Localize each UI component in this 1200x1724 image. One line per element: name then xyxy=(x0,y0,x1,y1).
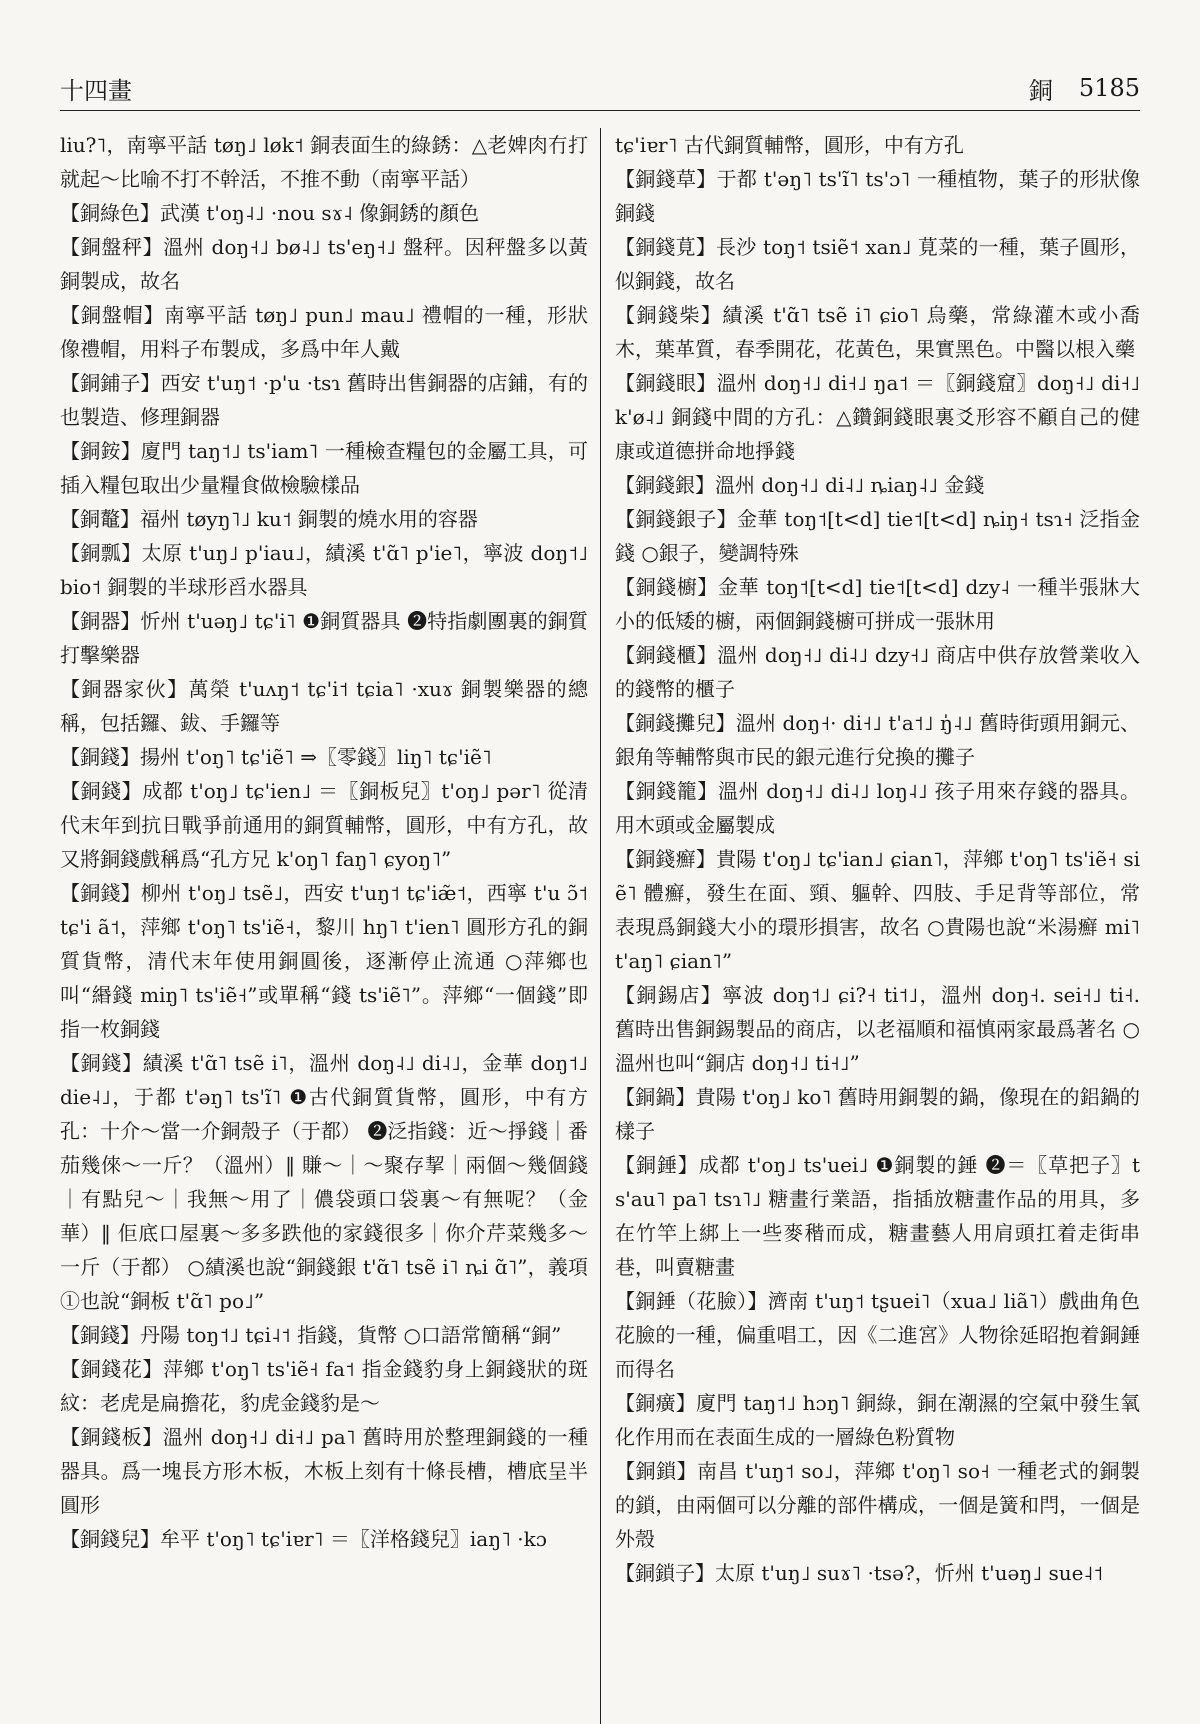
dictionary-entry xyxy=(60,876,588,1046)
entry-body: 廈門 taŋ˦˩ ts'iam˥ 一種檢查糧包的金屬工具，可插入糧包取出少量糧食做檢驗樣品 xyxy=(60,439,588,497)
entry-headword: 【銅錢】 xyxy=(60,1051,143,1075)
dictionary-entry xyxy=(60,502,588,536)
entry-body: 武漢 t'oŋ˨˩ ·nou sɤ˨ 像銅銹的顏色 xyxy=(160,201,480,225)
dictionary-entry xyxy=(60,1522,588,1556)
entry-body: 貴陽 t'oŋ˩ tɕ'ian˩ ɕian˥，萍鄉 t'oŋ˥ ts'iẽ˧ siẽ˥ 體癬，發生在面、頸、軀幹、四肢、手足背等部位，常表現爲銅錢大小的環形損害，故名 ○貴陽也說“米湯癬 mi˥ t'aŋ˥ ɕian˥” xyxy=(615,847,1141,973)
dictionary-entry xyxy=(60,536,588,604)
entry-headword: 【銅鋪子】 xyxy=(60,371,161,395)
entry-headword: 【銅器家伙】 xyxy=(60,677,189,701)
entry-headword: 【銅錢攤兒】 xyxy=(615,711,736,735)
entry-headword: 【銅盤秤】 xyxy=(60,235,164,259)
entry-body: 成都 t'oŋ˩ tɕ'ien˩ ＝〖銅板兒〗t'oŋ˩ pər˥ 從清代末年到抗日戰爭前通用的銅質輔幣，圓形，中有方孔，故又將銅錢戲稱爲“孔方兄 k'oŋ˥ faŋ˥ ɕyoŋ˥” xyxy=(60,779,589,871)
entry-body: 南寧平話 tøŋ˩ pun˩ mau˩ 禮帽的一種，形狀像禮帽，用料子布製成，多爲中年人戴 xyxy=(60,303,588,361)
entry-body: 成都 t'oŋ˩ ts'uei˩ ❶銅製的錘 ❷＝〖草把子〗ts'au˥ pa˥ tsɿ˥˩ 糖畫行業語，指插放糖畫作品的用具，多在竹竿上綁上一些麥稭而成，糖畫藝人用肩頭扛着走街串巷，叫賣糖畫 xyxy=(615,1153,1140,1279)
dictionary-entry xyxy=(615,1284,1140,1386)
entry-headword: 【銅鎖子】 xyxy=(615,1561,715,1585)
entry-headword: 【銅錢板】 xyxy=(60,1425,163,1449)
entry-body: 太原 t'uŋ˩ suɤ˥ ·tsə?，忻州 t'uəŋ˩ sue˨˦ xyxy=(715,1561,1104,1585)
entry-body: 績溪 t'ɑ̃˥ tsẽ i˥，溫州 doŋ˨˩ di˨˩，金華 doŋ˦˩ die˨˩，于都 t'əŋ˥ ts'ĩ˥ ❶古代銅質貨幣，圓形，中有方孔：十介～當一介銅殼子（于都） ❷泛指錢：近～掙錢｜番茄幾倈～一斤？（溫州）‖ 賺～｜～聚存挈｜兩個～幾個錢｜有點兒～｜我無～用了｜儂袋頭口袋裏～有無呢？（金華）‖ 佢底口屋裏～多多跌他的家錢很多｜你介芹菜幾多～一斤（于都） ○績溪也說“銅錢銀 t'ɑ̃˥ tsẽ i˥ ȵi ɑ̃˥”，義項①也說“銅板 t'ɑ̃˥ po˩” xyxy=(60,1051,588,1313)
entry-headword: 【銅錢癬】 xyxy=(615,847,717,871)
entry-body: 福州 tøyŋ˥˩ ku˦ 銅製的燒水用的容器 xyxy=(140,507,478,531)
dictionary-entry xyxy=(60,1318,588,1352)
entry-headword: 【銅錢草】 xyxy=(615,167,717,191)
entry-headword: 【銅錢櫃】 xyxy=(615,643,718,667)
entry-body: 廈門 taŋ˦˩ hɔŋ˥ 銅綠，銅在潮濕的空氣中發生氧化作用而在表面生成的一層綠色粉質物 xyxy=(615,1391,1140,1449)
dictionary-entry xyxy=(615,638,1140,706)
page-header xyxy=(60,70,1140,106)
dictionary-entry xyxy=(615,1454,1140,1556)
dictionary-entry xyxy=(615,1080,1140,1148)
entry-body: tɕ'iɐr˥ 古代銅質輔幣，圓形，中有方孔 xyxy=(615,133,964,157)
entry-headword: 【銅錢兒】 xyxy=(60,1527,160,1551)
entry-headword: 【銅錢銀】 xyxy=(615,473,715,497)
entry-body: 溫州 doŋ˧· di˧˩ t'a˦˩ ŋ̍˨˩ 舊時街頭用銅元、銀角等輔幣與市民的銀元進行兌換的攤子 xyxy=(615,711,1140,769)
entry-body: liu?˥，南寧平話 tøŋ˩ løk˦ 銅表面生的綠銹：△老婢肉冇打就起～比喻不打不幹活，不推不動（南寧平話） xyxy=(60,133,588,191)
entry-headword: 【銅癀】 xyxy=(615,1391,697,1415)
entry-headword: 【銅鼇】 xyxy=(60,507,140,531)
dictionary-entry xyxy=(615,298,1140,366)
entry-body: 丹陽 toŋ˦˩ tɕi˨˦ 指錢，貨幣 ○口語常簡稱“銅” xyxy=(140,1323,562,1347)
entry-body: 寧波 doŋ˦˩ ɕi?˧ ti˦˩，溫州 doŋ˧. sei˧˩ ti˧. 舊時出售銅錫製品的商店，以老福順和福慎兩家最爲著名 ○溫州也叫“銅店 doŋ˧˩ ti˧˩” xyxy=(615,983,1141,1075)
entry-headword: 【銅器】 xyxy=(60,609,141,633)
entry-headword: 【銅錢莧】 xyxy=(615,235,717,259)
dictionary-entry xyxy=(615,1148,1140,1284)
dictionary-entry xyxy=(60,774,588,876)
entry-body: 西安 t'uŋ˦ ·p'u ·tsɿ 舊時出售銅器的店鋪，有的也製造、修理銅器 xyxy=(60,371,589,429)
dictionary-entry xyxy=(60,740,588,774)
left-column xyxy=(60,128,600,1724)
guide-character: 銅 xyxy=(1028,76,1053,105)
entry-headword: 【銅錢櫥】 xyxy=(615,575,719,599)
entry-headword: 【銅盤帽】 xyxy=(60,303,165,327)
dictionary-entry xyxy=(60,366,588,434)
header-rule xyxy=(60,110,1140,111)
entry-headword: 【銅錢】 xyxy=(60,881,142,905)
entry-body: 貴陽 t'oŋ˩ ko˥ 舊時用銅製的鍋，像現在的鋁鍋的樣子 xyxy=(615,1085,1140,1143)
entry-body: 萬榮 t'uʌŋ˦ tɕ'i˦ tɕia˥ ·xuɤ 銅製樂器的總稱，包括鑼、鈸、手鑼等 xyxy=(60,677,588,735)
entry-body: 南昌 t'uŋ˦ so˩，萍鄉 t'oŋ˥ so˧ 一種老式的銅製的鎖，由兩個可以分離的部件構成，一個是簧和閂，一個是外殼 xyxy=(615,1459,1140,1551)
dictionary-entry xyxy=(60,298,588,366)
dictionary-entry xyxy=(615,978,1140,1080)
dictionary-entry xyxy=(60,1352,588,1420)
dictionary-entry xyxy=(615,366,1140,468)
dictionary-entry xyxy=(615,502,1140,570)
header-right xyxy=(1029,71,1140,106)
entry-headword: 【銅錢柴】 xyxy=(615,303,723,327)
dictionary-entry xyxy=(615,1386,1140,1454)
entry-headword: 【銅錫店】 xyxy=(615,983,723,1007)
entry-body: 長沙 toŋ˦ tsiẽ˦ xan˩ 莧菜的一種，葉子圓形，似銅錢，故名 xyxy=(615,235,1140,293)
dictionary-entry xyxy=(615,842,1140,978)
dictionary-entry xyxy=(615,468,1140,502)
entry-body: 溫州 doŋ˧˩ di˧˩ ŋa˦ ＝〖銅錢窟〗doŋ˧˩ di˧˩ k'ø˨˩ 銅錢中間的方孔：△鑽銅錢眼裏爻形容不顧自己的健康或道德拼命地掙錢 xyxy=(615,371,1140,463)
dictionary-entry xyxy=(615,774,1140,842)
right-column xyxy=(600,128,1140,1724)
entry-body: 揚州 t'oŋ˥ tɕ'iẽ˥ ⇒〖零錢〗liŋ˥ tɕ'iẽ˥ xyxy=(140,745,492,769)
entry-headword: 【銅錢花】 xyxy=(60,1357,164,1381)
entry-headword: 【銅錢銀子】 xyxy=(615,507,737,531)
entry-headword: 【銅鎖】 xyxy=(615,1459,698,1483)
page-number: 5185 xyxy=(1078,74,1140,102)
entry-headword: 【銅瓢】 xyxy=(60,541,142,565)
entry-headword: 【銅錢籠】 xyxy=(615,779,719,803)
entry-body: 溫州 doŋ˧˩ di˨˩ loŋ˨˩ 孩子用來存錢的器具。用木頭或金屬製成 xyxy=(615,779,1141,837)
entry-body: 萍鄉 t'oŋ˥ ts'iẽ˧ fa˦ 指金錢豹身上銅錢狀的斑紋：老虎是扁擔花，豹虎金錢豹是～ xyxy=(60,1357,588,1415)
entry-body: 太原 t'uŋ˩ p'iau˩，績溪 t'ɑ̃˥ p'ie˥，寧波 doŋ˦˩ bio˦ 銅製的半球形舀水器具 xyxy=(60,541,588,599)
entry-headword: 【銅綠色】 xyxy=(60,201,160,225)
entry-body: 溫州 doŋ˧˩ di˧˩ pa˥ 舊時用於整理銅錢的一種器具。爲一塊長方形木板，木板上刻有十條長槽，槽底呈半圓形 xyxy=(60,1425,588,1517)
dictionary-entry xyxy=(60,128,588,196)
dictionary-entry xyxy=(615,570,1140,638)
dictionary-entry xyxy=(615,230,1140,298)
entry-body: 溫州 doŋ˧˩ bø˨˩ ts'eŋ˧˩ 盤秤。因秤盤多以黃銅製成，故名 xyxy=(60,235,589,293)
dictionary-entry xyxy=(60,672,588,740)
entry-body: 于都 t'əŋ˥ ts'ĩ˥ ts'ɔ˥ 一種植物，葉子的形狀像銅錢 xyxy=(615,167,1141,225)
entry-body: 牟平 t'oŋ˥ tɕ'iɐr˥ ＝〖洋格錢兒〗iaŋ˥ ·kɔ xyxy=(160,1527,547,1551)
entry-headword: 【銅錢】 xyxy=(60,745,140,769)
entry-headword: 【銅錢】 xyxy=(60,779,143,803)
dictionary-entry xyxy=(60,434,588,502)
dictionary-entry xyxy=(60,196,588,230)
entry-body: 金華 toŋ˦[t<d] tie˦[t<d] dzy˨ 一種半張牀大小的低矮的櫥，兩個銅錢櫥可拼成一張牀用 xyxy=(615,575,1141,633)
entry-headword: 【銅錢】 xyxy=(60,1323,140,1347)
entry-headword: 【銅錢眼】 xyxy=(615,371,717,395)
entry-body: 溫州 doŋ˧˩ di˨˩ ȵiaŋ˨˩ 金錢 xyxy=(715,473,985,497)
entry-headword: 【銅錘（花臉）】 xyxy=(615,1289,768,1313)
dictionary-entry xyxy=(60,1046,588,1318)
section-label: 十四畫 xyxy=(60,76,132,105)
entry-headword: 【銅鍋】 xyxy=(615,1085,696,1109)
entry-body: 溫州 doŋ˧˩ di˨˩ dzy˧˩ 商店中供存放營業收入的錢幣的櫃子 xyxy=(615,643,1141,701)
dictionary-entry xyxy=(60,230,588,298)
dictionary-entry xyxy=(615,1556,1140,1590)
entry-body: 金華 toŋ˦[t<d] tie˦[t<d] ȵiŋ˧ tsɿ˧ 泛指金錢 ○銀子，變調特殊 xyxy=(615,507,1141,565)
dictionary-entry xyxy=(60,604,588,672)
entry-body: 忻州 t'uəŋ˩ tɕ'i˥ ❶銅質器具 ❷特指劇團裏的銅質打擊樂器 xyxy=(60,609,589,667)
entry-headword: 【銅錘】 xyxy=(615,1153,699,1177)
dictionary-entry xyxy=(615,706,1140,774)
entry-headword: 【銅銨】 xyxy=(60,439,142,463)
dictionary-entry xyxy=(615,128,1140,162)
entry-body: 柳州 t'oŋ˩ tsẽ˩，西安 t'uŋ˦ tɕ'iæ̃˦，西寧 t'u ɔ̃˦ tɕ'i ã˦，萍鄉 t'oŋ˥ ts'iẽ˧，黎川 hŋ˥ t'ien˥ 圓形方孔的銅質貨幣，清代末年使用銅圓後，逐漸停止流通 ○萍鄉也叫“緡錢 miŋ˥ ts'iẽ˧”或單稱“錢 ts'iẽ˥”。萍鄉“一個錢”即指一枚銅錢 xyxy=(60,881,589,1041)
entry-body: 濟南 t'uŋ˦ tʂuei˥（xua˩ liã˥）戲曲角色花臉的一種，偏重唱工，因《二進宮》人物徐延昭抱着銅錘而得名 xyxy=(615,1289,1140,1381)
dictionary-entry xyxy=(60,1420,588,1522)
entry-body: 績溪 t'ɑ̃˥ tsẽ i˥ ɕio˥ 烏藥，常綠灌木或小喬木，葉革質，春季開花，花黃色，果實黑色。中醫以根入藥 xyxy=(615,303,1141,361)
columns xyxy=(60,128,1140,1724)
dictionary-entry xyxy=(615,162,1140,230)
